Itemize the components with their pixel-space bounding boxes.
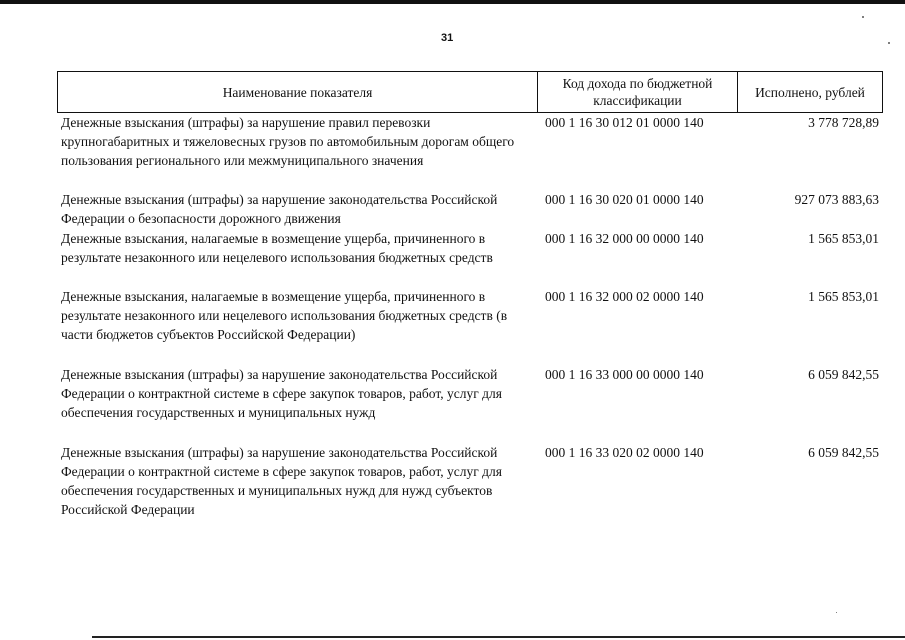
row-amount: 3 778 728,89 [808,115,879,130]
header-code-column: Код дохода по бюджетной классификации [538,72,738,112]
row-name: Денежные взыскания, налагаемые в возмещение ущерба, причиненного в результате незаконного или нецелевого использования бюджетных средств [61,231,493,265]
row-code: 000 1 16 30 020 01 0000 140 [545,192,704,207]
row-amount: 1 565 853,01 [808,289,879,304]
table-header [57,71,883,113]
row-code: 000 1 16 32 000 00 0000 140 [545,231,704,246]
row-code: 000 1 16 33 020 02 0000 140 [545,445,704,460]
scan-speck [836,612,837,613]
row-name: Денежные взыскания (штрафы) за нарушение законодательства Российской Федерации о контрактной системе в сфере закупок товаров, работ, услуг для обеспечения государственных и муниципальных нужд для нужд субъектов Российской Федерации [61,445,502,517]
row-amount: 927 073 883,63 [794,192,879,207]
header-amount-column: Исполнено, рублей [755,84,865,100]
row-name: Денежные взыскания (штрафы) за нарушение законодательства Российской Федерации о контрактной системе в сфере закупок товаров, работ, услуг для обеспечения государственных и муниципальных нужд [61,367,502,420]
row-code: 000 1 16 30 012 01 0000 140 [545,115,704,130]
scan-speck [862,16,864,18]
header-name-column: Наименование показателя [58,72,538,112]
bottom-scan-border [92,636,905,638]
row-amount: 6 059 842,55 [808,367,879,382]
row-amount: 6 059 842,55 [808,445,879,460]
row-name: Денежные взыскания, налагаемые в возмещение ущерба, причиненного в результате незаконного или нецелевого использования бюджетных средств (в части бюджетов субъектов Российской Федерации) [61,289,508,342]
row-name: Денежные взыскания (штрафы) за нарушение правил перевозки крупногабаритных и тяжеловесных грузов по автомобильным дорогам общего пользования регионального или межмуниципального значения [61,115,515,168]
row-amount: 1 565 853,01 [808,231,879,246]
row-code: 000 1 16 32 000 02 0000 140 [545,289,704,304]
top-scan-border [0,0,905,4]
scan-speck [888,42,890,44]
page-number: 31 [441,32,454,44]
row-code: 000 1 16 33 000 00 0000 140 [545,367,704,382]
row-name: Денежные взыскания (штрафы) за нарушение законодательства Российской Федерации о безопасности дорожного движения [61,192,498,226]
